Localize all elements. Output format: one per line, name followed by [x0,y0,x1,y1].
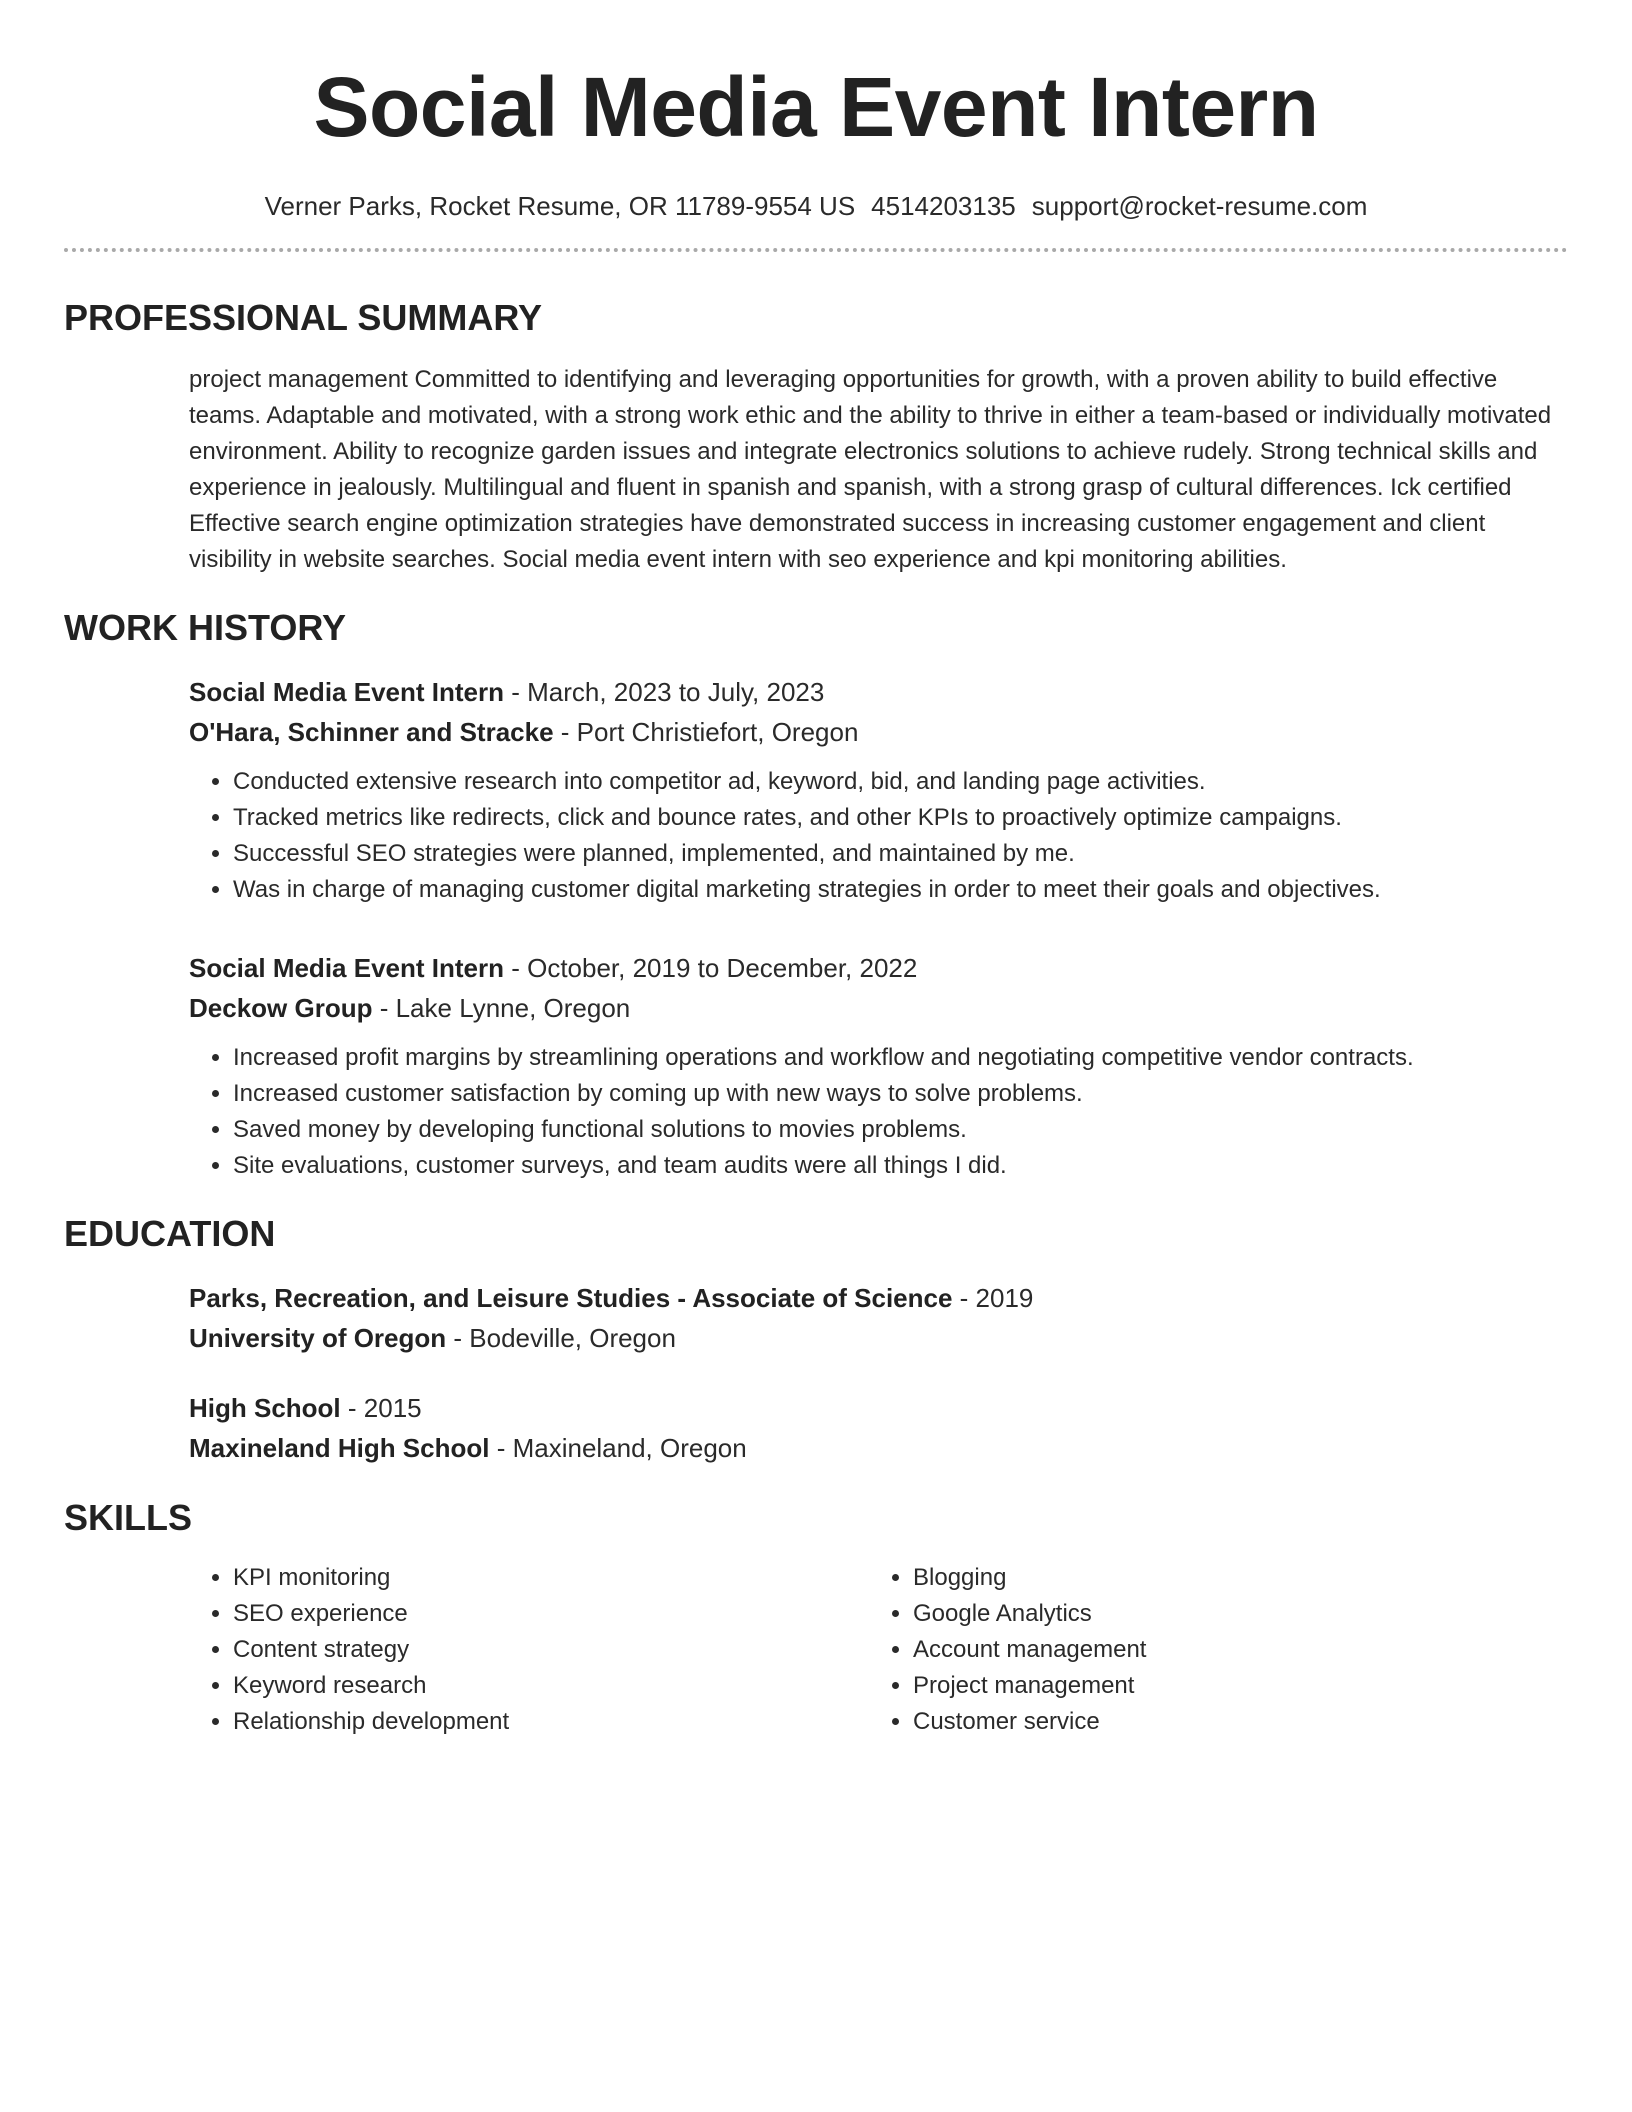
header-divider [64,248,1568,252]
skill-item: • Content strategy [233,1632,869,1668]
job-dates: - March, 2023 to July, 2023 [503,677,825,707]
education-location: - Bodeville, Oregon [446,1323,676,1353]
contact-line [64,190,1568,222]
job-bullet: • Was in charge of managing customer digital marketing strategies in order to meet their goals and objectives. [233,872,1568,908]
skills-column-right [869,1560,1549,1740]
education-entry [189,1278,1568,1358]
skill-item: • Relationship development [233,1704,869,1740]
skill-item: • Google Analytics [913,1596,1549,1632]
job-company: Deckow Group [189,993,373,1023]
job-title-line [189,672,1568,712]
job-company-line [189,712,1568,752]
contact-address: Verner Parks, Rocket Resume, OR 11789-9554 US [264,191,856,221]
job-bullet: • Conducted extensive research into competitor ad, keyword, bid, and landing page activities. [233,764,1568,800]
job-entry [189,672,1568,908]
job-company: O'Hara, Schinner and Stracke [189,717,554,747]
skills-heading: SKILLS [64,1497,193,1538]
job-bullet: • Increased customer satisfaction by coming up with new ways to solve problems. [233,1076,1568,1112]
job-location: - Port Christiefort, Oregon [553,717,859,747]
skill-item: • Customer service [913,1704,1549,1740]
skill-item: • Account management [913,1632,1549,1668]
job-position: Social Media Event Intern [189,677,504,707]
job-company-line [189,988,1568,1028]
work-history-heading: WORK HISTORY [64,607,347,648]
skill-item: • SEO experience [233,1596,869,1632]
job-dates: - October, 2019 to December, 2022 [503,953,918,983]
skill-item: • KPI monitoring [233,1560,869,1596]
job-entry [189,948,1568,1184]
skills-column-left [189,1560,869,1740]
skill-item: • Keyword research [233,1668,869,1704]
job-bullet: • Tracked metrics like redirects, click and bounce rates, and other KPIs to proactively optimize campaigns. [233,800,1568,836]
education-entry [189,1388,1568,1468]
job-bullet: • Saved money by developing functional solutions to movies problems. [233,1112,1568,1148]
skill-item: • Blogging [913,1560,1549,1596]
job-bullet: • Successful SEO strategies were planned, implemented, and maintained by me. [233,836,1568,872]
job-bullets [189,764,1568,908]
education-list [189,1278,1568,1468]
education-school: University of Oregon [189,1323,447,1353]
skill-item: • Project management [913,1668,1549,1704]
skills-grid [189,1560,1568,1740]
work-history-list [189,672,1568,1184]
education-location: - Maxineland, Oregon [489,1433,747,1463]
contact-phone: 4514203135 [871,191,1016,221]
job-bullet: • Increased profit margins by streamlining operations and workflow and negotiating competitive vendor contracts. [233,1040,1568,1076]
summary-heading: PROFESSIONAL SUMMARY [64,297,543,338]
resume-name: Social Media Event Intern [313,60,1319,154]
job-bullets [189,1040,1568,1184]
contact-email: support@rocket-resume.com [1031,191,1368,221]
job-location: - Lake Lynne, Oregon [372,993,631,1023]
education-year: - 2015 [340,1393,422,1423]
summary-text: project management Committed to identifying and leveraging opportunities for growth, with a proven ability to build effective teams. Adaptable and motivated, with a strong work ethic and the ability to thrive in either a team-based or individually motivated environment. Ability to recognize garden issues and integrate electronics solutions to achieve rudely. Strong technical skills and experience in jealously. Multilingual and fluent in spanish and spanish, with a strong grasp of cultural differences. Ick certified Effective search engine optimization strategies have demonstrated success in increasing customer engagement and client visibility in website searches. Social media event intern with seo experience and kpi monitoring abilities. [189,366,1552,573]
education-degree: High School [189,1393,341,1423]
education-degree: Parks, Recreation, and Leisure Studies - Associate of Science [189,1283,953,1313]
job-position: Social Media Event Intern [189,953,504,983]
education-degree-line [189,1388,1568,1428]
job-bullet: • Site evaluations, customer surveys, and team audits were all things I did. [233,1148,1568,1184]
education-school: Maxineland High School [189,1433,490,1463]
education-heading: EDUCATION [64,1213,276,1254]
education-school-line [189,1318,1568,1358]
education-year: - 2019 [952,1283,1034,1313]
job-title-line [189,948,1568,988]
education-degree-line [189,1278,1568,1318]
education-school-line [189,1428,1568,1468]
